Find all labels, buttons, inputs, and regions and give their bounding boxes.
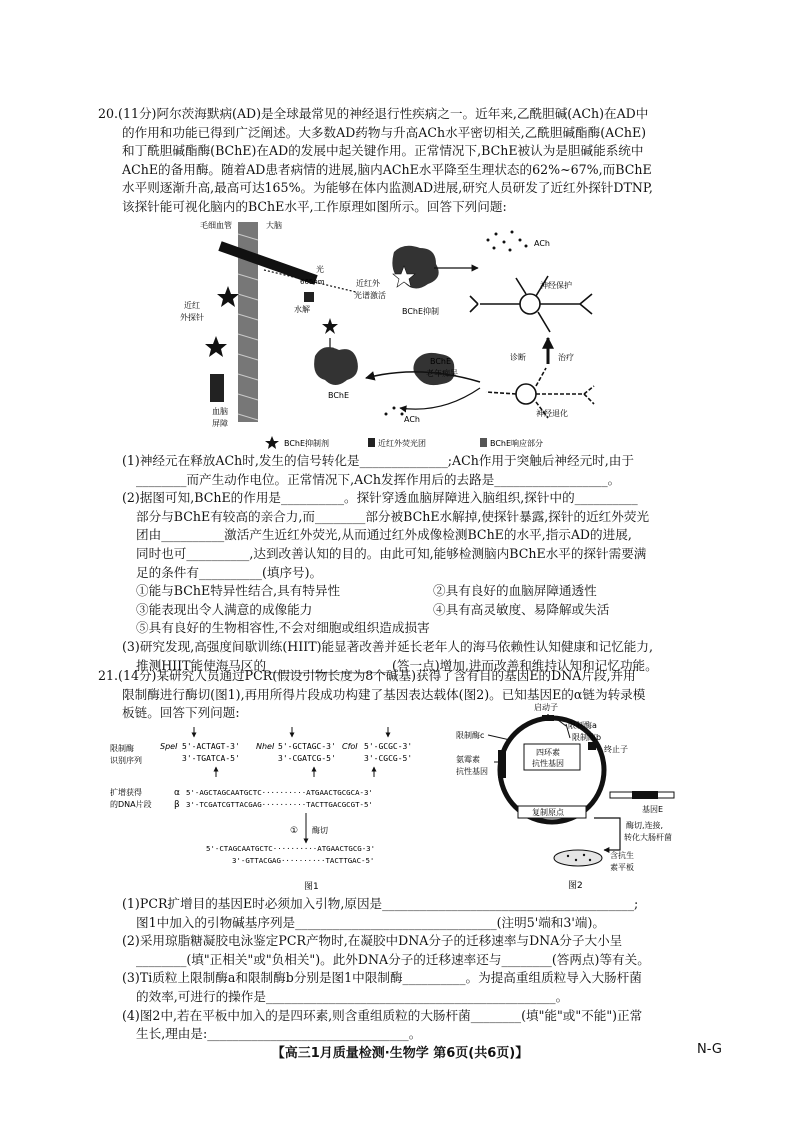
product-top-sequence: 5'-CTAGCAATGCTC··········ATGAACTGCG-3': [206, 844, 376, 853]
alpha-strand-label: α: [174, 788, 180, 798]
label-diagnose: 诊断: [510, 353, 526, 362]
cfo-top: 5'-GCGC-3': [364, 742, 413, 751]
response-part-icon: [304, 292, 314, 302]
legend-fluorophore-icon: [368, 438, 375, 447]
label-amp-2: 抗性基因: [456, 767, 488, 776]
step-number: ①: [290, 826, 299, 836]
figure-1-caption: 图1: [304, 882, 319, 892]
spe-top: 5'-ACTAGT-3': [182, 742, 240, 751]
label-enzyme-a: 限制酶a: [568, 721, 597, 730]
label-promoter: 启动子: [534, 703, 558, 712]
q20-intro-line: 和丁酰胆碱酯酶(BChE)在AD的发展中起关键作用。正常情况下,BChE被认为是胆碱能系统中: [122, 143, 644, 159]
legend-star-icon: [265, 436, 279, 449]
label-ori: 复制原点: [532, 808, 564, 817]
q21-sub1-line: 图1中加入的引物碱基序列是________________________________(注明5'端和3'端)。: [136, 914, 605, 930]
label-bche-senile: BChE: [430, 357, 452, 366]
label-process: 酶切,连接,: [626, 821, 664, 830]
nhe-name: NheⅠ: [256, 742, 275, 751]
q20-sub1-line: (1)神经元在释放ACh时,发生的信号转化是______________;ACh作用于突触后神经元时,由于: [122, 453, 634, 468]
label-plate-2: 素平板: [610, 863, 634, 872]
label-nir-excite-2: 光谱激活: [354, 291, 386, 300]
figure-2-plasmid: [454, 700, 704, 895]
q21-sub4-line: 生长,理由是:________________________________。: [136, 1026, 422, 1042]
q21-sub3-line: 的效率,可进行的操作是______________________________________________。: [136, 988, 569, 1004]
q21-subquestions: [98, 895, 730, 1044]
label-nir-excite: 近红外: [356, 279, 380, 288]
star-inhibitor-icon: [322, 318, 338, 334]
label-bche-senile-2: 老年痴呆: [426, 369, 458, 378]
label-enzyme-b: 限制酶b: [572, 733, 602, 742]
label-bbb: 血脑: [212, 407, 228, 416]
label-plate: 含抗生: [610, 851, 634, 860]
q20-intro: [98, 105, 730, 217]
cfo-name: CfoⅠ: [342, 742, 358, 751]
option-3: ③能表现出令人满意的成像能力: [136, 601, 313, 617]
label-treat: 治疗: [558, 353, 574, 362]
spe-bottom: 3'-TGATCA-5': [182, 754, 240, 763]
bche-enzyme-icon: [314, 347, 358, 385]
option-2: ②具有良好的血脑屏障通透性: [433, 583, 597, 599]
label-nir-probe: 近红: [184, 301, 200, 310]
label-hydrolysis: 水解: [294, 305, 310, 314]
healthy-neuron-icon: [470, 276, 592, 332]
figure-1-restriction: [110, 725, 430, 893]
amplified-label: 扩增获得: [110, 788, 142, 797]
petri-dish-icon: [554, 850, 602, 866]
nhe-top: 5'-GCTAGC-3': [278, 742, 336, 751]
q20-options: [98, 582, 730, 638]
label-brain: 大脑: [266, 221, 282, 230]
q20-intro-line: AChE的备用酶。随着AD患者病情的进展,脑内AChE水平降至生理状态的62%~67%,而BChE: [122, 161, 652, 177]
label-process-2: 转化大肠杆菌: [624, 833, 672, 842]
label-neuro-degen: 神经退化: [536, 409, 568, 418]
label-tet-2: 抗性基因: [532, 759, 564, 768]
digest-label: 酶切: [312, 826, 328, 835]
footer-title: 【高三1月质量检测·生物学 第6页(共6页)】: [271, 1046, 529, 1061]
q20-intro-line: 的作用和功能已得到广泛阐述。大多数AD药物与升高ACh水平密切相关,乙酰胆碱酯酶(AChE): [122, 124, 647, 140]
probe-body-icon: [210, 374, 224, 402]
legend-response: BChE响应部分: [490, 439, 544, 448]
light-source-icon: [220, 246, 316, 280]
label-capillary: 毛细血管: [200, 221, 232, 230]
product-bottom-sequence: 3'-GTTACGAG··········TACTTGAC-5': [232, 856, 375, 865]
beta-strand-label: β: [174, 800, 180, 810]
label-bche: BChE: [328, 391, 350, 400]
spe-name: SpeⅠ: [160, 742, 178, 751]
footer-code: N-G: [697, 1042, 722, 1057]
q21-sub1-line: (1)PCR扩增目的基因E时必须加入引物,原因是________________________________________;: [122, 896, 639, 911]
q21-sub2-line: ________(填"正相关"或"负相关")。此外DNA分子的迁移速率还与________(答两点)等有关。: [136, 951, 650, 967]
option-4: ④具有高灵敏度、易降解或失活: [433, 601, 610, 617]
q21-sub3-line: (3)Ti质粒上限制酶a和限制酶b分别是图1中限制酶__________。为提高重组质粒导入大肠杆菌: [122, 970, 642, 986]
promoter-block: [542, 715, 554, 721]
legend-fluorophore: 近红外荧光团: [378, 439, 426, 448]
fig1-enzyme-label: 限制酶: [110, 744, 134, 753]
q20-subquestions: [98, 452, 730, 675]
label-ach: ACh: [534, 239, 550, 248]
q20-sub2-line: 部分与BChE有较高的亲合力,而________部分被BChE水解掉,使探针暴露,探针的近红外荧光: [136, 508, 650, 524]
nhe-bottom: 3'-CGATCG-5': [278, 754, 336, 763]
gene-e-block: [632, 791, 658, 799]
process-arrow: [594, 818, 620, 850]
q20-intro-line: 该探针能可视化脑内的BChE水平,工作原理如图所示。回答下列问题:: [122, 198, 507, 214]
q20-intro-line: 水平则逐渐升高,最高可达165%。为能够在体内监测AD进展,研究人员研发了近红外探针DTNP,: [122, 180, 653, 196]
q20-sub2-line: 团由__________激活产生近红外荧光,从而通过红外成像检测BChE的水平,指示AD的进展,: [136, 527, 632, 543]
label-bbb-2: 屏障: [212, 419, 228, 428]
arrow: [400, 388, 480, 409]
label-light: 光: [316, 265, 324, 274]
option-5: ⑤具有良好的生物相容性,不会对细胞或组织造成损害: [136, 620, 430, 636]
q21-intro-line: 21.(14分)某研究人员通过PCR(假设引物长度为8个碱基)获得了含有目的基因E的DNA片段,并用: [98, 668, 636, 683]
star-inhibitor-icon: [217, 286, 239, 307]
terminator-block: [588, 742, 596, 750]
label-enzyme-c: 限制酶c: [456, 731, 485, 740]
q20-intro-line: 20.(11分)阿尔茨海默病(AD)是全球最常见的神经退行性疾病之一。近年来,乙酰胆碱(ACh)在AD中: [98, 106, 649, 121]
q20-sub3-line: 推测HIIT能使海马区的____________________(答一点)增加,进而改善和维持认知和记忆功能。: [136, 657, 658, 673]
alpha-sequence: 5'-AGCTAGCAATGCTC··········ATGAACTGCGCA-3': [186, 788, 373, 797]
q21-sub2-line: (2)采用琼脂糖凝胶电泳鉴定PCR产物时,在凝胶中DNA分子的迁移速率与DNA分子大小呈: [122, 933, 623, 949]
q20-mechanism-figure: [180, 214, 640, 450]
amplified-label-2: 的DNA片段: [110, 800, 152, 809]
q20-sub2-line: 同时也可__________,达到改善认知的目的。由此可知,能够检测脑内BChE水平的探针需要满: [136, 545, 647, 561]
label-nir-probe-2: 外探针: [180, 313, 204, 322]
label-terminator: 终止子: [604, 745, 628, 754]
beta-sequence: 3'-TCGATCGTTACGAG··········TACTTGACGCGT-5': [186, 800, 373, 809]
label-wavelength: 665nm: [300, 278, 325, 286]
figure-2-caption: 图2: [568, 881, 583, 891]
label-gene-e: 基因E: [642, 805, 664, 814]
legend-response-icon: [480, 438, 487, 447]
label-tet: 四环素: [536, 748, 560, 757]
pointer-line: [488, 735, 510, 740]
legend-inhibitor: BChE抑制剂: [284, 439, 330, 448]
label-amp: 氨霉素: [456, 755, 480, 764]
option-1: ①能与BChE特异性结合,具有特异性: [136, 583, 341, 599]
label-bche-inhibit: BChE抑制: [402, 307, 440, 316]
q20-sub2-line: (2)据图可知,BChE的作用是__________。探针穿透血脑屏障进入脑组织,探针中的__________: [122, 490, 638, 506]
q21-sub4-line: (4)图2中,若在平板中加入的是四环素,则含重组质粒的大肠杆菌________(填"能"或"不能")正常: [122, 1007, 643, 1023]
cfo-bottom: 3'-CGCG-5': [364, 754, 413, 763]
star-inhibitor-icon: [205, 336, 227, 357]
label-neuro-protect: 神经保护: [540, 281, 572, 290]
q21-intro-line: 板链。回答下列问题:: [122, 705, 240, 721]
q20-sub1-line: ________而产生动作电位。正常情况下,ACh发挥作用后的去路是__________________。: [136, 471, 621, 487]
fig1-enzyme-label-2: 识别序列: [110, 756, 142, 765]
amp-gene-block: [498, 750, 506, 778]
q20-sub3-line: (3)研究发现,高强度间歇训练(HIIT)能显著改善并延长老年人的海马依赖性认知健康和记忆能力,: [122, 638, 653, 654]
q20-sub2-line: 足的条件有__________(填序号)。: [136, 564, 323, 580]
q21-intro-line: 限制酶进行酶切(图1),再用所得片段成功构建了基因表达载体(图2)。已知基因E的α链为转录模: [122, 686, 646, 702]
label-ach-2: ACh: [404, 415, 420, 424]
ach-molecules-icon: [487, 231, 528, 252]
